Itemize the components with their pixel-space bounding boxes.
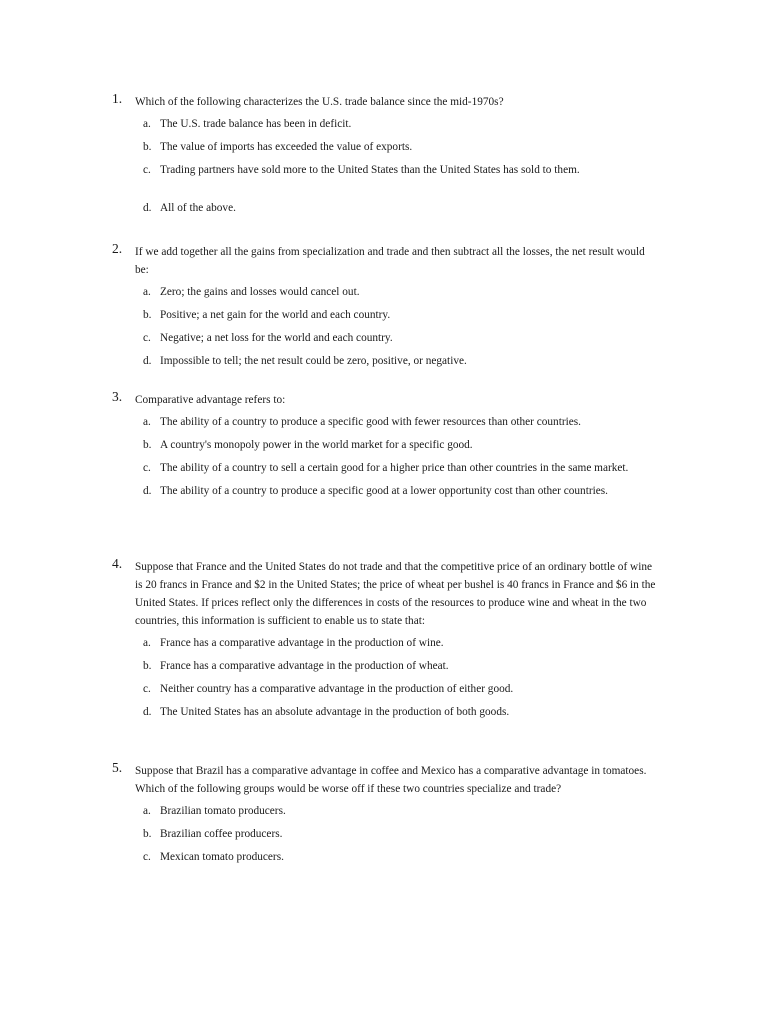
option-text: France has a comparative advantage in the production of wine. xyxy=(160,637,444,649)
option-text: The value of imports has exceeded the value of exports. xyxy=(160,141,413,153)
question-text: Suppose that Brazil has a comparative advantage in coffee and Mexico has a comparative advantage in tomatoes. Which of the following groups would be worse off if these two countries specialize and trade? xyxy=(135,765,647,795)
answer-option xyxy=(143,413,660,431)
option-text: France has a comparative advantage in the production of wheat. xyxy=(160,660,449,672)
option-label: d. xyxy=(143,355,152,367)
answer-option xyxy=(143,199,660,217)
answer-option xyxy=(143,329,660,347)
answer-option xyxy=(143,634,660,652)
option-text: Brazilian coffee producers. xyxy=(160,828,283,840)
question-number: 2. xyxy=(112,241,123,256)
answer-option xyxy=(143,138,660,156)
answer-option xyxy=(143,848,660,866)
answer-option xyxy=(143,161,660,179)
option-text: The ability of a country to sell a certain good for a higher price than other countries in the same market. xyxy=(160,462,629,474)
option-label: d. xyxy=(143,706,152,718)
option-text: Trading partners have sold more to the United States than the United States has sold to them. xyxy=(160,164,580,176)
question-number: 4. xyxy=(112,556,123,571)
option-text: The U.S. trade balance has been in deficit. xyxy=(160,118,352,130)
option-text: The ability of a country to produce a specific good at a lower opportunity cost than other countries. xyxy=(160,485,608,497)
answer-options xyxy=(112,413,660,500)
answer-option xyxy=(143,352,660,370)
option-label: a. xyxy=(143,118,151,130)
option-text: A country's monopoly power in the world market for a specific good. xyxy=(160,439,473,451)
answer-option xyxy=(143,482,660,500)
answer-options xyxy=(112,802,660,866)
question-number: 3. xyxy=(112,389,123,404)
answer-options xyxy=(112,115,660,217)
answer-option xyxy=(143,436,660,454)
question-2 xyxy=(112,243,660,375)
option-text: Zero; the gains and losses would cancel out. xyxy=(160,286,360,298)
option-label: c. xyxy=(143,683,151,695)
option-text: Positive; a net gain for the world and each country. xyxy=(160,309,391,321)
answer-option xyxy=(143,306,660,324)
question-3 xyxy=(112,391,660,505)
option-text: Negative; a net loss for the world and each country. xyxy=(160,332,393,344)
answer-option xyxy=(143,802,660,820)
answer-option xyxy=(143,657,660,675)
option-label: d. xyxy=(143,202,152,214)
option-label: a. xyxy=(143,286,151,298)
option-label: a. xyxy=(143,416,151,428)
question-1 xyxy=(112,93,660,222)
answer-option xyxy=(143,825,660,843)
answer-options xyxy=(112,283,660,370)
option-label: b. xyxy=(143,309,152,321)
question-text: Which of the following characterizes the U.S. trade balance since the mid-1970s? xyxy=(135,96,504,108)
question-number: 1. xyxy=(112,91,123,106)
answer-option xyxy=(143,680,660,698)
question-4 xyxy=(112,558,660,726)
option-text: All of the above. xyxy=(160,202,236,214)
answer-option xyxy=(143,703,660,721)
option-label: b. xyxy=(143,439,152,451)
question-text: If we add together all the gains from specialization and trade and then subtract all the losses, the net result would be: xyxy=(135,246,645,276)
answer-option xyxy=(143,115,660,133)
option-label: c. xyxy=(143,851,151,863)
option-label: a. xyxy=(143,637,151,649)
question-text: Suppose that France and the United States do not trade and that the competitive price of an ordinary bottle of wine is 20 francs in France and $2 in the United States; the price of wheat per bushel is 40 francs in France and $6 in the United States. If prices reflect only the differences in costs of the resources to produce wine and wheat in the two countries, this information is sufficient to enable us to state that: xyxy=(135,561,656,627)
option-label: c. xyxy=(143,462,151,474)
option-label: b. xyxy=(143,141,152,153)
option-label: c. xyxy=(143,164,151,176)
option-text: Mexican tomato producers. xyxy=(160,851,284,863)
question-text: Comparative advantage refers to: xyxy=(135,394,286,406)
option-text: Brazilian tomato producers. xyxy=(160,805,286,817)
option-label: b. xyxy=(143,660,152,672)
option-label: d. xyxy=(143,485,152,497)
question-5 xyxy=(112,762,660,871)
option-label: a. xyxy=(143,805,151,817)
option-text: The ability of a country to produce a specific good with fewer resources than other countries. xyxy=(160,416,581,428)
answer-option xyxy=(143,459,660,477)
option-text: Neither country has a comparative advantage in the production of either good. xyxy=(160,683,514,695)
answer-options xyxy=(112,634,660,721)
option-text: The United States has an absolute advantage in the production of both goods. xyxy=(160,706,510,718)
option-text: Impossible to tell; the net result could be zero, positive, or negative. xyxy=(160,355,467,367)
option-label: c. xyxy=(143,332,151,344)
question-number: 5. xyxy=(112,760,123,775)
answer-option xyxy=(143,283,660,301)
option-label: b. xyxy=(143,828,152,840)
